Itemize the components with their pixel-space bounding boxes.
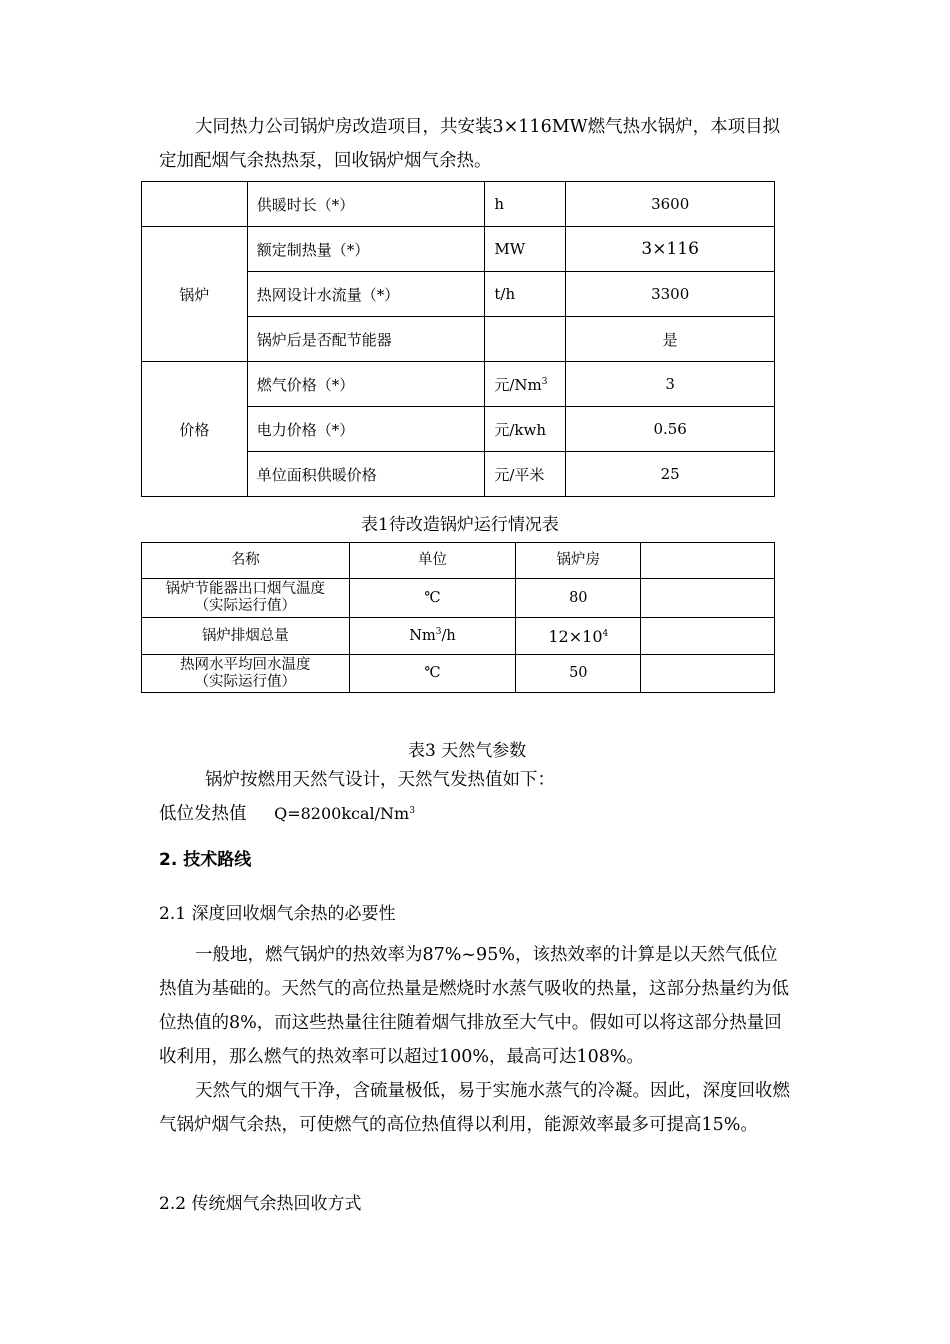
- param-unit: [485, 317, 566, 362]
- param-value: 25: [566, 452, 775, 497]
- param-value: 3×116: [566, 227, 775, 272]
- param-name: 电力价格（*）: [247, 407, 485, 452]
- table-header-row: [142, 543, 775, 579]
- subsection-heading: 2.1 深度回收烟气余热的必要性: [159, 904, 396, 924]
- heating-value: [274, 804, 415, 823]
- name-line2: （实际运行值）: [194, 598, 297, 614]
- gas-paragraph: 锅炉按燃用天然气设计，天然气发热值如下：: [205, 770, 555, 790]
- unit-base: 元/Nm: [494, 375, 542, 394]
- param-unit: ℃: [349, 579, 516, 618]
- subsection-heading: 2.2 传统烟气余热回收方式: [159, 1194, 362, 1214]
- param-value: 3300: [566, 272, 775, 317]
- param-unit: t/h: [485, 272, 566, 317]
- param-unit: [485, 362, 566, 407]
- param-name: 热网设计水流量（*）: [247, 272, 485, 317]
- unit-superscript: 3: [541, 376, 548, 387]
- heating-value-line: [159, 797, 791, 831]
- unit-base: Nm: [409, 627, 436, 644]
- param-name: [142, 579, 350, 618]
- section-heading: 2. 技术路线: [159, 850, 252, 870]
- paragraph: 一般地，燃气锅炉的热效率为87%~95%，该热效率的计算是以天然气低位热值为基础的。天然气的高位热量是燃烧时水蒸气吸收的热量，这部分热量约为低位热值的8%，而这些热量往往随着烟气排放至大气中。假如可以将这部分热量回收利用，那么燃气的热效率可以超过100%，最高可达108%。: [159, 945, 789, 1067]
- param-unit: h: [485, 182, 566, 227]
- unit-tail: /h: [441, 627, 456, 644]
- table-row: [142, 362, 775, 407]
- table-row: [142, 227, 775, 272]
- param-value: 3: [566, 362, 775, 407]
- empty-cell: [641, 618, 775, 655]
- param-unit: [349, 618, 516, 655]
- param-value: [516, 618, 641, 655]
- header-empty: [641, 543, 775, 579]
- param-unit: 元/kwh: [485, 407, 566, 452]
- header-name: 名称: [142, 543, 350, 579]
- param-name: 单位面积供暖价格: [247, 452, 485, 497]
- boiler-operation-table: [141, 181, 775, 497]
- param-name: 供暖时长（*）: [247, 182, 485, 227]
- table-row: [142, 655, 775, 693]
- heating-value-label: 低位发热值: [159, 804, 247, 824]
- unit-superscript: 3: [435, 626, 442, 637]
- table-row: [142, 182, 775, 227]
- table-row: [142, 618, 775, 655]
- group-cell-boiler: 锅炉: [142, 227, 248, 362]
- value-base: 12×10: [548, 626, 603, 646]
- param-name: [142, 655, 350, 693]
- param-name: 燃气价格（*）: [247, 362, 485, 407]
- param-value: 是: [566, 317, 775, 362]
- header-boiler-room: 锅炉房: [516, 543, 641, 579]
- empty-cell: [641, 655, 775, 693]
- heating-value-superscript: 3: [409, 806, 415, 816]
- param-name: 额定制热量（*）: [247, 227, 485, 272]
- group-cell: [142, 182, 248, 227]
- param-value: 3600: [566, 182, 775, 227]
- table-row: [142, 579, 775, 618]
- param-unit: ℃: [349, 655, 516, 693]
- flue-gas-table: [141, 542, 775, 693]
- param-value: 80: [516, 579, 641, 618]
- heating-value-base: Q=8200kcal/Nm: [274, 804, 410, 823]
- name-line1: 锅炉节能器出口烟气温度: [165, 581, 326, 597]
- param-unit: 元/平米: [485, 452, 566, 497]
- param-value: 0.56: [566, 407, 775, 452]
- table3-caption: 表3 天然气参数: [408, 741, 527, 761]
- param-name: 锅炉排烟总量: [142, 618, 350, 655]
- header-unit: 单位: [349, 543, 516, 579]
- intro-paragraph: 大同热力公司锅炉房改造项目，共安装3×116MW燃气热水锅炉，本项目拟定加配烟气余热热泵，回收锅炉烟气余热。: [159, 117, 781, 171]
- name-line2: （实际运行值）: [194, 673, 297, 690]
- name-line1: 热网水平均回水温度: [180, 656, 311, 673]
- param-value: 50: [516, 655, 641, 693]
- value-superscript: 4: [602, 628, 609, 639]
- param-name: 锅炉后是否配节能器: [247, 317, 485, 362]
- empty-cell: [641, 579, 775, 618]
- param-unit: MW: [485, 227, 566, 272]
- paragraph: 天然气的烟气干净，含硫量极低，易于实施水蒸气的冷凝。因此，深度回收燃气锅炉烟气余热，可使燃气的高位热值得以利用，能源效率最多可提高15%。: [159, 1081, 790, 1135]
- group-cell-price: 价格: [142, 362, 248, 497]
- table1-caption: 表1待改造锅炉运行情况表: [361, 515, 559, 535]
